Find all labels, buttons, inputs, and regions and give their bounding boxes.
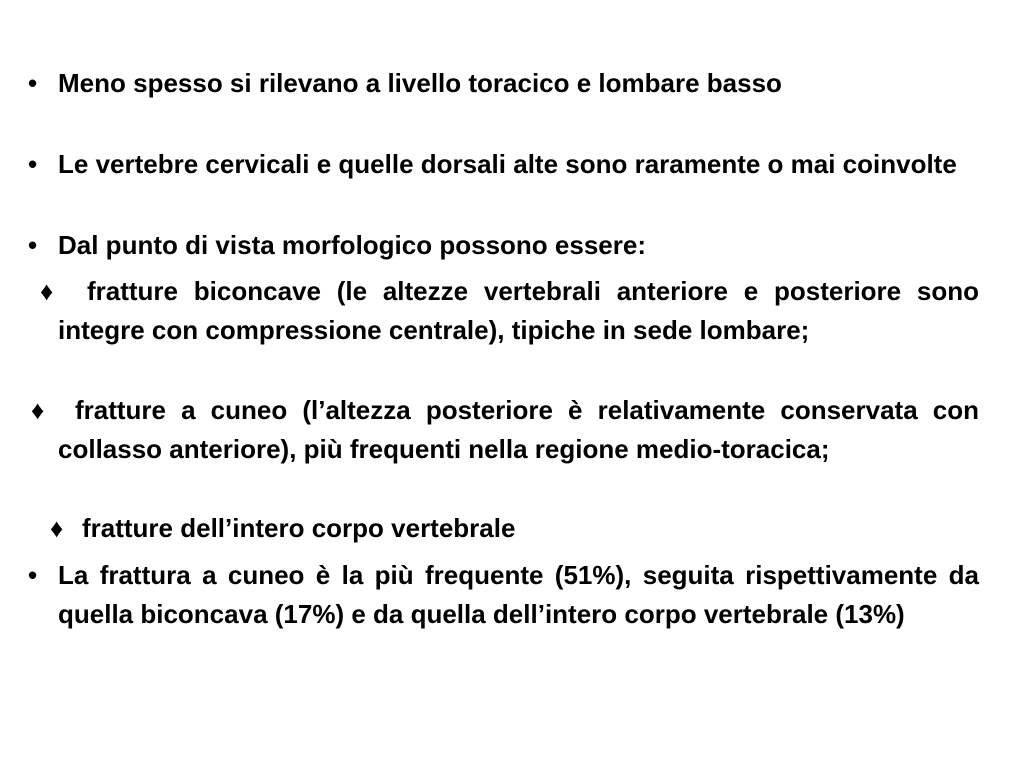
- bullet-text: Le vertebre cervicali e quelle dorsali alte sono raramente o mai coinvolte: [58, 149, 957, 179]
- bullet-text: Dal punto di vista morfologico possono essere:: [58, 230, 646, 260]
- bullet-text: Meno spesso si rilevano a livello toracico e lombare basso: [58, 68, 782, 98]
- diamond-icon: ♦: [31, 395, 45, 425]
- bullet-text: La frattura a cuneo è la più frequente (51%), seguita rispettivamente da quella biconcava (17%) e da quella dell’intero corpo vertebrale (13%): [58, 560, 979, 629]
- sub-item-text: fratture a cuneo (l’altezza posteriore è relativamente conservata con collasso anteriore), più frequenti nella regione medio-toracica;: [58, 395, 979, 464]
- bullet-icon: •: [28, 149, 38, 179]
- diamond-icon: ♦: [40, 276, 54, 306]
- bullet-icon: •: [28, 560, 38, 590]
- sub-item-text: fratture dell’intero corpo vertebrale: [82, 513, 516, 543]
- bullet-icon: •: [28, 230, 38, 260]
- sub-item-text: fratture biconcave (le altezze vertebrali anteriore e posteriore sono integre con compressione centrale), tipiche in sede lombare;: [58, 276, 979, 345]
- bullet-icon: •: [28, 68, 38, 98]
- diamond-icon: ♦: [50, 513, 64, 543]
